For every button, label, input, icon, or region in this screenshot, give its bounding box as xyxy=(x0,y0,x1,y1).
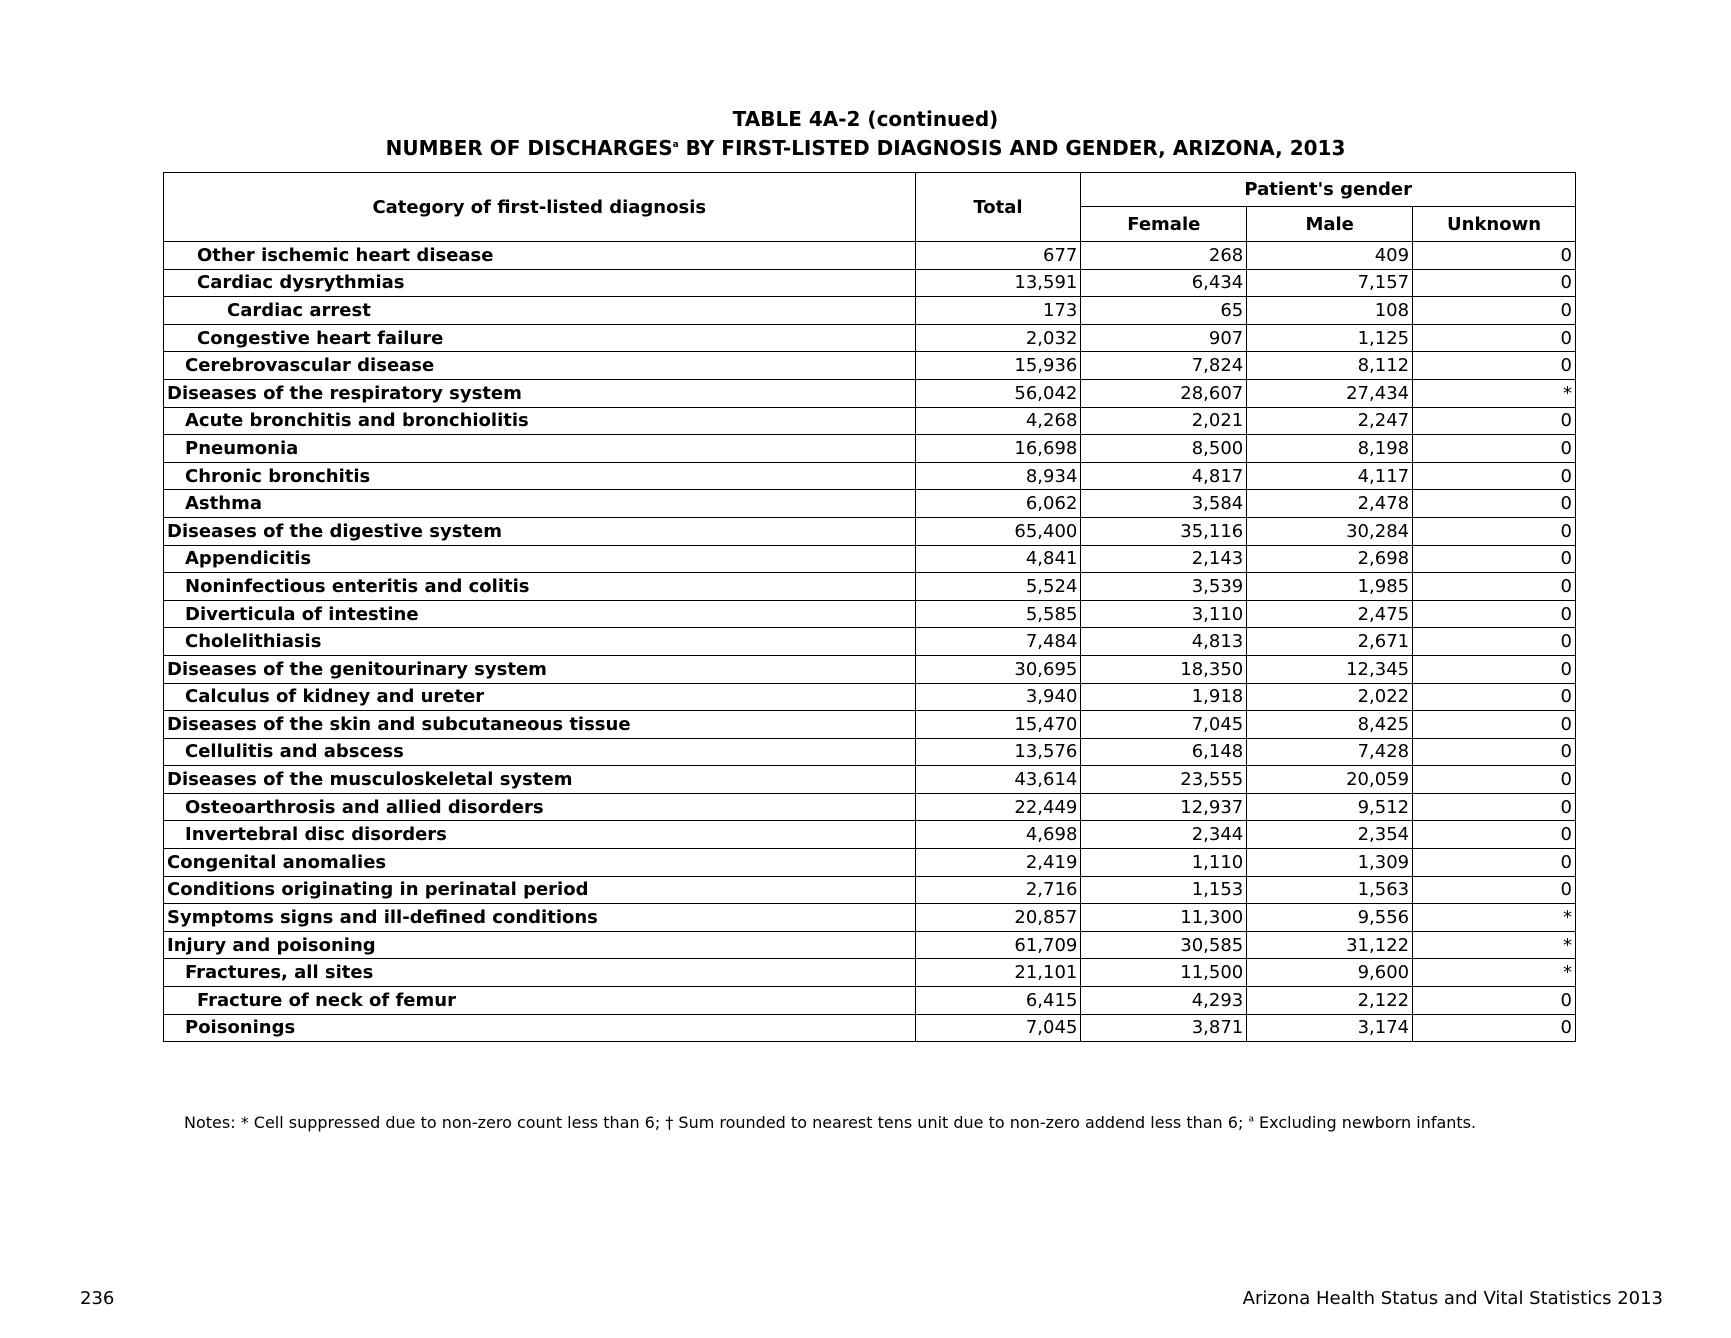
row-category: Cholelithiasis xyxy=(164,628,916,656)
row-category: Cardiac arrest xyxy=(164,297,916,325)
row-unknown: * xyxy=(1413,931,1576,959)
table-row xyxy=(164,573,1576,601)
row-male: 2,122 xyxy=(1247,987,1413,1015)
row-female: 268 xyxy=(1081,242,1247,270)
row-female: 2,143 xyxy=(1081,545,1247,573)
row-total: 15,470 xyxy=(915,711,1081,739)
subtitle-footnote-marker: a xyxy=(672,140,679,150)
row-unknown: * xyxy=(1413,904,1576,932)
row-unknown: 0 xyxy=(1413,545,1576,573)
row-unknown: 0 xyxy=(1413,683,1576,711)
row-unknown: 0 xyxy=(1413,297,1576,325)
row-male: 8,198 xyxy=(1247,435,1413,463)
row-female: 35,116 xyxy=(1081,517,1247,545)
row-total: 2,419 xyxy=(915,849,1081,877)
discharges-table xyxy=(163,172,1576,1042)
row-unknown: 0 xyxy=(1413,435,1576,463)
row-unknown: 0 xyxy=(1413,324,1576,352)
table-row xyxy=(164,711,1576,739)
row-total: 13,591 xyxy=(915,269,1081,297)
row-male: 7,428 xyxy=(1247,738,1413,766)
row-category: Injury and poisoning xyxy=(164,931,916,959)
row-category: Osteoarthrosis and allied disorders xyxy=(164,793,916,821)
row-female: 11,500 xyxy=(1081,959,1247,987)
row-male: 3,174 xyxy=(1247,1014,1413,1042)
row-female: 4,813 xyxy=(1081,628,1247,656)
row-female: 1,110 xyxy=(1081,849,1247,877)
table-row xyxy=(164,849,1576,877)
table-row xyxy=(164,297,1576,325)
row-male: 9,556 xyxy=(1247,904,1413,932)
row-female: 2,344 xyxy=(1081,821,1247,849)
table-row xyxy=(164,959,1576,987)
row-category: Poisonings xyxy=(164,1014,916,1042)
page-number: 236 xyxy=(80,1288,115,1309)
row-category: Pneumonia xyxy=(164,435,916,463)
row-total: 56,042 xyxy=(915,379,1081,407)
row-category: Diseases of the genitourinary system xyxy=(164,655,916,683)
row-male: 1,309 xyxy=(1247,849,1413,877)
row-total: 43,614 xyxy=(915,766,1081,794)
table-row xyxy=(164,490,1576,518)
row-total: 61,709 xyxy=(915,931,1081,959)
header-male: Male xyxy=(1247,207,1413,242)
table-row xyxy=(164,738,1576,766)
row-category: Diverticula of intestine xyxy=(164,600,916,628)
header-unknown: Unknown xyxy=(1413,207,1576,242)
row-female: 6,148 xyxy=(1081,738,1247,766)
row-total: 13,576 xyxy=(915,738,1081,766)
row-total: 5,524 xyxy=(915,573,1081,601)
row-female: 7,045 xyxy=(1081,711,1247,739)
row-category: Asthma xyxy=(164,490,916,518)
row-total: 4,268 xyxy=(915,407,1081,435)
row-female: 65 xyxy=(1081,297,1247,325)
row-unknown: 0 xyxy=(1413,407,1576,435)
row-unknown: 0 xyxy=(1413,600,1576,628)
row-category: Diseases of the respiratory system xyxy=(164,379,916,407)
row-category: Congenital anomalies xyxy=(164,849,916,877)
row-category: Noninfectious enteritis and colitis xyxy=(164,573,916,601)
row-unknown: 0 xyxy=(1413,490,1576,518)
row-female: 2,021 xyxy=(1081,407,1247,435)
table-row xyxy=(164,600,1576,628)
row-male: 8,112 xyxy=(1247,352,1413,380)
row-male: 1,125 xyxy=(1247,324,1413,352)
row-total: 15,936 xyxy=(915,352,1081,380)
table-body xyxy=(164,242,1576,1042)
row-category: Other ischemic heart disease xyxy=(164,242,916,270)
row-category: Cellulitis and abscess xyxy=(164,738,916,766)
row-unknown: 0 xyxy=(1413,655,1576,683)
row-unknown: 0 xyxy=(1413,849,1576,877)
row-category: Acute bronchitis and bronchiolitis xyxy=(164,407,916,435)
notes-text: Notes: * Cell suppressed due to non-zero count less than 6; † Sum rounded to nearest tens unit due to non-zero addend less than 6; xyxy=(184,1113,1249,1132)
row-total: 2,716 xyxy=(915,876,1081,904)
row-female: 3,871 xyxy=(1081,1014,1247,1042)
row-unknown: 0 xyxy=(1413,1014,1576,1042)
row-unknown: 0 xyxy=(1413,711,1576,739)
row-unknown: 0 xyxy=(1413,987,1576,1015)
row-male: 1,563 xyxy=(1247,876,1413,904)
row-female: 4,293 xyxy=(1081,987,1247,1015)
header-patient-gender: Patient's gender xyxy=(1081,173,1576,207)
row-unknown: 0 xyxy=(1413,352,1576,380)
row-total: 20,857 xyxy=(915,904,1081,932)
table-row xyxy=(164,269,1576,297)
table-row xyxy=(164,517,1576,545)
row-total: 173 xyxy=(915,297,1081,325)
row-category: Cerebrovascular disease xyxy=(164,352,916,380)
table-row xyxy=(164,931,1576,959)
row-male: 20,059 xyxy=(1247,766,1413,794)
row-unknown: * xyxy=(1413,379,1576,407)
row-female: 12,937 xyxy=(1081,793,1247,821)
row-unknown: 0 xyxy=(1413,517,1576,545)
table-row xyxy=(164,462,1576,490)
row-unknown: 0 xyxy=(1413,573,1576,601)
row-female: 4,817 xyxy=(1081,462,1247,490)
row-male: 2,475 xyxy=(1247,600,1413,628)
header-female: Female xyxy=(1081,207,1247,242)
row-male: 2,354 xyxy=(1247,821,1413,849)
row-female: 30,585 xyxy=(1081,931,1247,959)
header-category: Category of first-listed diagnosis xyxy=(164,173,916,242)
table-row xyxy=(164,324,1576,352)
row-male: 4,117 xyxy=(1247,462,1413,490)
row-category: Chronic bronchitis xyxy=(164,462,916,490)
row-category: Congestive heart failure xyxy=(164,324,916,352)
row-category: Fractures, all sites xyxy=(164,959,916,987)
row-female: 18,350 xyxy=(1081,655,1247,683)
row-total: 8,934 xyxy=(915,462,1081,490)
row-total: 7,484 xyxy=(915,628,1081,656)
row-category: Invertebral disc disorders xyxy=(164,821,916,849)
table-row xyxy=(164,379,1576,407)
row-male: 27,434 xyxy=(1247,379,1413,407)
row-female: 3,110 xyxy=(1081,600,1247,628)
row-total: 22,449 xyxy=(915,793,1081,821)
row-male: 2,022 xyxy=(1247,683,1413,711)
row-male: 2,478 xyxy=(1247,490,1413,518)
row-male: 30,284 xyxy=(1247,517,1413,545)
table-row xyxy=(164,793,1576,821)
row-female: 28,607 xyxy=(1081,379,1247,407)
row-male: 12,345 xyxy=(1247,655,1413,683)
row-total: 6,062 xyxy=(915,490,1081,518)
table-row xyxy=(164,407,1576,435)
notes-text-rest: Excluding newborn infants. xyxy=(1253,1113,1477,1132)
row-male: 8,425 xyxy=(1247,711,1413,739)
row-male: 1,985 xyxy=(1247,573,1413,601)
row-total: 7,045 xyxy=(915,1014,1081,1042)
row-total: 65,400 xyxy=(915,517,1081,545)
row-male: 31,122 xyxy=(1247,931,1413,959)
row-male: 108 xyxy=(1247,297,1413,325)
publication-title: Arizona Health Status and Vital Statistics 2013 xyxy=(1242,1288,1663,1309)
row-category: Diseases of the digestive system xyxy=(164,517,916,545)
row-male: 2,671 xyxy=(1247,628,1413,656)
row-category: Conditions originating in perinatal period xyxy=(164,876,916,904)
row-total: 30,695 xyxy=(915,655,1081,683)
row-female: 23,555 xyxy=(1081,766,1247,794)
row-total: 21,101 xyxy=(915,959,1081,987)
row-category: Diseases of the skin and subcutaneous tissue xyxy=(164,711,916,739)
notes-footnote-marker: a xyxy=(1248,1114,1254,1125)
header-total: Total xyxy=(915,173,1081,242)
row-male: 7,157 xyxy=(1247,269,1413,297)
row-category: Appendicitis xyxy=(164,545,916,573)
row-male: 9,600 xyxy=(1247,959,1413,987)
row-unknown: 0 xyxy=(1413,793,1576,821)
row-unknown: 0 xyxy=(1413,738,1576,766)
row-unknown: 0 xyxy=(1413,628,1576,656)
table-row xyxy=(164,242,1576,270)
row-female: 3,539 xyxy=(1081,573,1247,601)
row-female: 1,918 xyxy=(1081,683,1247,711)
row-unknown: 0 xyxy=(1413,821,1576,849)
row-female: 907 xyxy=(1081,324,1247,352)
table-row xyxy=(164,876,1576,904)
row-unknown: 0 xyxy=(1413,462,1576,490)
row-female: 3,584 xyxy=(1081,490,1247,518)
row-unknown: 0 xyxy=(1413,269,1576,297)
row-unknown: * xyxy=(1413,959,1576,987)
row-male: 2,698 xyxy=(1247,545,1413,573)
row-category: Diseases of the musculoskeletal system xyxy=(164,766,916,794)
row-unknown: 0 xyxy=(1413,876,1576,904)
subtitle-text: NUMBER OF DISCHARGES xyxy=(385,136,673,160)
row-total: 3,940 xyxy=(915,683,1081,711)
table-row xyxy=(164,545,1576,573)
table-notes xyxy=(184,1113,1476,1132)
row-female: 7,824 xyxy=(1081,352,1247,380)
row-category: Symptoms signs and ill-defined conditions xyxy=(164,904,916,932)
row-category: Fracture of neck of femur xyxy=(164,987,916,1015)
table-row xyxy=(164,904,1576,932)
row-female: 6,434 xyxy=(1081,269,1247,297)
row-total: 4,841 xyxy=(915,545,1081,573)
table-row xyxy=(164,683,1576,711)
subtitle-text-rest: BY FIRST-LISTED DIAGNOSIS AND GENDER, ARIZONA, 2013 xyxy=(678,136,1346,160)
row-unknown: 0 xyxy=(1413,766,1576,794)
row-total: 5,585 xyxy=(915,600,1081,628)
row-male: 9,512 xyxy=(1247,793,1413,821)
row-total: 6,415 xyxy=(915,987,1081,1015)
row-female: 1,153 xyxy=(1081,876,1247,904)
table-row xyxy=(164,987,1576,1015)
table-row xyxy=(164,352,1576,380)
table-subtitle xyxy=(0,136,1731,160)
row-female: 8,500 xyxy=(1081,435,1247,463)
table-row xyxy=(164,1014,1576,1042)
table-row xyxy=(164,821,1576,849)
row-male: 409 xyxy=(1247,242,1413,270)
row-unknown: 0 xyxy=(1413,242,1576,270)
table-row xyxy=(164,655,1576,683)
table-row xyxy=(164,435,1576,463)
row-male: 2,247 xyxy=(1247,407,1413,435)
table-row xyxy=(164,766,1576,794)
table-row xyxy=(164,628,1576,656)
table-title: TABLE 4A-2 (continued) xyxy=(732,107,999,131)
row-total: 16,698 xyxy=(915,435,1081,463)
row-total: 677 xyxy=(915,242,1081,270)
row-total: 2,032 xyxy=(915,324,1081,352)
row-category: Calculus of kidney and ureter xyxy=(164,683,916,711)
row-category: Cardiac dysrythmias xyxy=(164,269,916,297)
row-female: 11,300 xyxy=(1081,904,1247,932)
row-total: 4,698 xyxy=(915,821,1081,849)
